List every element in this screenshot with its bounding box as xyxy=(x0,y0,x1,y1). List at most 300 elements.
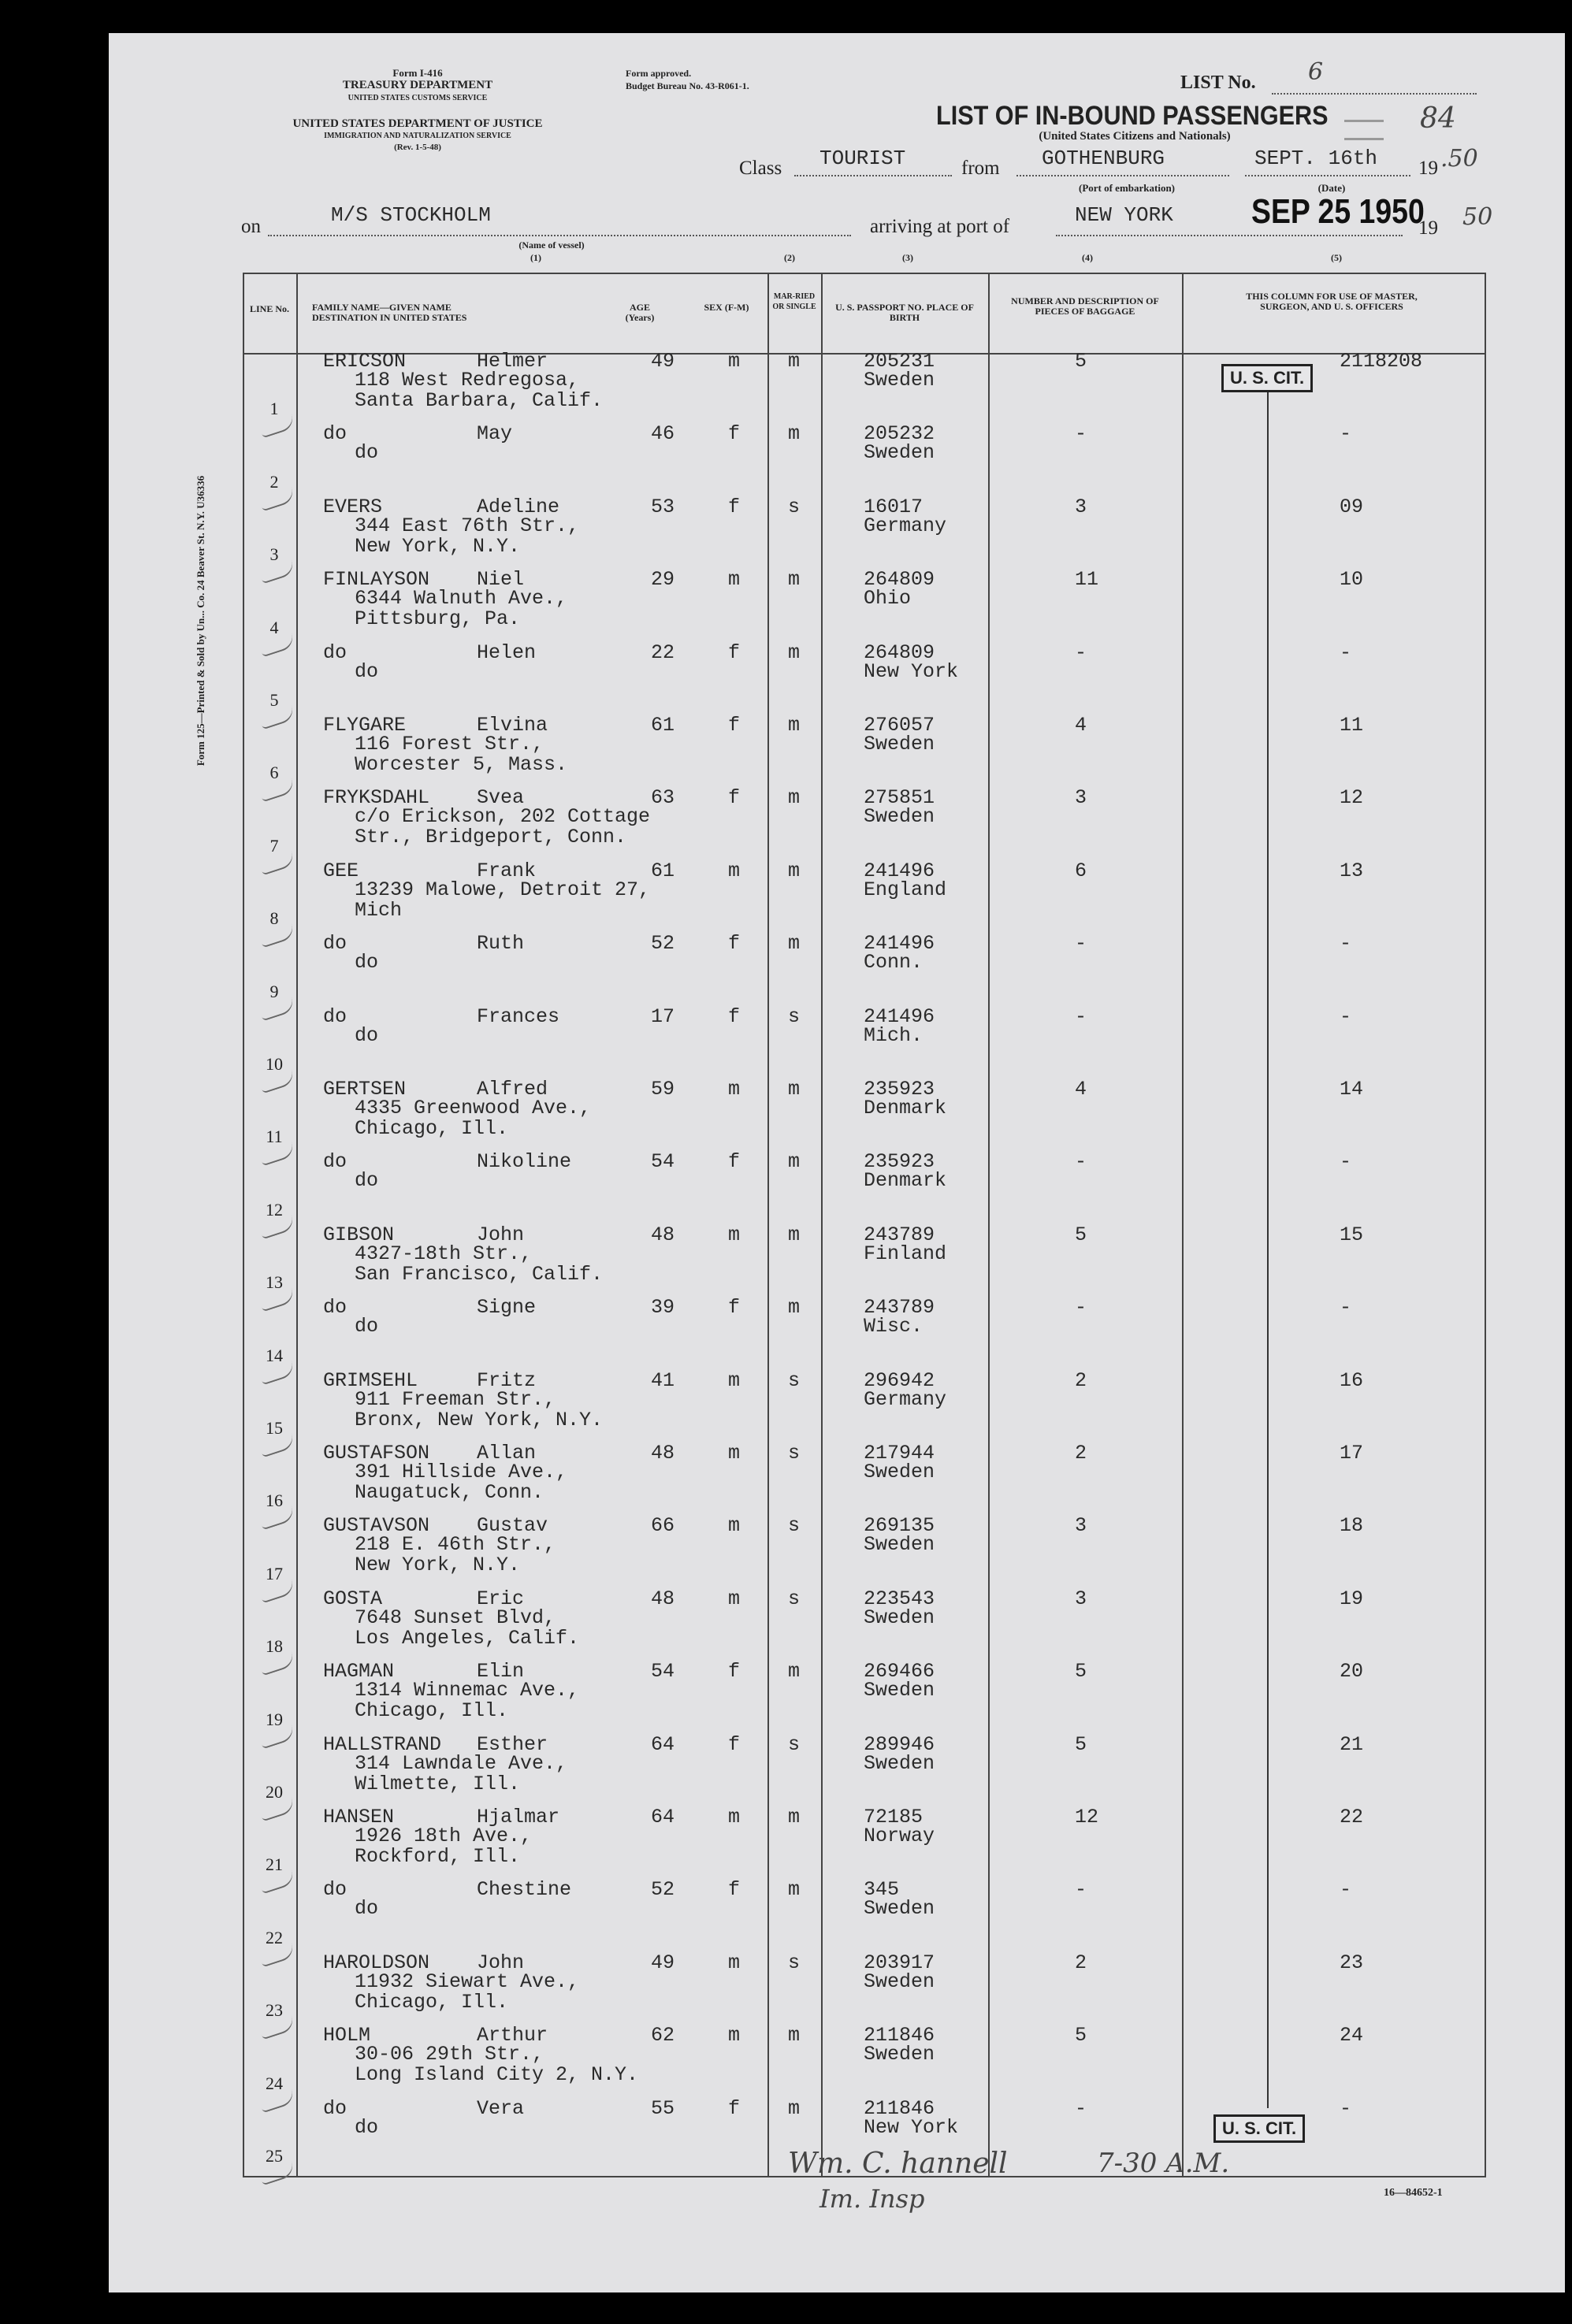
place-of-birth: Germany xyxy=(864,514,947,537)
age: 59 xyxy=(651,1078,675,1101)
place-of-birth: Sweden xyxy=(864,1897,935,1921)
place-of-birth: Sweden xyxy=(864,1461,935,1483)
place-of-birth: Sweden xyxy=(864,733,935,755)
marital-status: s xyxy=(788,1732,801,1756)
passport-no: 264809 xyxy=(864,568,935,592)
passenger-name: HAROLDSON John xyxy=(323,1951,525,1974)
destination-address: do xyxy=(355,2115,379,2139)
baggage-count: 2 xyxy=(1075,1442,1087,1465)
marital-status: s xyxy=(788,1951,801,1974)
line-number: 6 xyxy=(269,763,279,783)
age: 62 xyxy=(651,2024,675,2047)
destination-address: 118 West Redregosa, xyxy=(355,369,580,392)
place-of-birth: Wisc. xyxy=(864,1315,924,1338)
place-of-birth: England xyxy=(864,878,947,901)
passport-no: 217944 xyxy=(864,1442,935,1465)
line-number: 19 xyxy=(266,1709,283,1729)
place-of-birth: Sweden xyxy=(864,441,935,465)
destination-address: 30-06 29th Str., xyxy=(355,2043,544,2066)
form-approved: Form approved. xyxy=(626,68,692,79)
baggage-count: - xyxy=(1075,1296,1087,1320)
officer-note: 19 xyxy=(1340,1587,1364,1610)
officer-note: 20 xyxy=(1340,1660,1364,1684)
destination-address: Santa Barbara, Calif. xyxy=(355,389,604,412)
passport-no: 223543 xyxy=(864,1587,935,1610)
line-number: 11 xyxy=(266,1127,283,1147)
marital-status: m xyxy=(788,859,801,882)
col-head-age: AGE (Years) xyxy=(625,302,655,323)
age: 22 xyxy=(651,640,675,664)
age: 53 xyxy=(651,495,675,518)
officer-note: - xyxy=(1340,2096,1352,2120)
baggage-count: 11 xyxy=(1075,568,1099,592)
line-number: 22 xyxy=(266,1927,283,1947)
sex: m xyxy=(728,859,741,882)
destination-address: do xyxy=(355,951,379,975)
col-head-name: FAMILY NAME—GIVEN NAME DESTINATION IN UNITED STATES xyxy=(312,302,467,323)
officer-note: 18 xyxy=(1340,1514,1364,1538)
destination-address: 391 Hillside Ave., xyxy=(355,1461,568,1483)
destination-address: Naugatuck, Conn. xyxy=(355,1481,544,1504)
destination-address: Chicago, Ill. xyxy=(355,1117,509,1140)
margin-print: Form 125—Printed & Sold by Un... Co. 24 Beaver St. N.Y. U36336 xyxy=(195,475,206,767)
year-prefix: 19 xyxy=(1418,158,1438,179)
class-value: TOURIST xyxy=(819,147,906,170)
col-divider xyxy=(296,273,298,2177)
col-head-married: MAR-RIED OR SINGLE xyxy=(772,292,816,311)
line-number: 17 xyxy=(266,1563,283,1583)
destination-address: 1314 Winnemac Ave., xyxy=(355,1679,580,1702)
destination-address: do xyxy=(355,659,379,683)
line-number: 4 xyxy=(269,617,279,637)
arrival-year: 50 xyxy=(1462,203,1493,231)
passport-no: 345 xyxy=(864,1878,900,1902)
marital-status: m xyxy=(788,932,801,956)
officer-note: 22 xyxy=(1340,1806,1364,1828)
marital-status: m xyxy=(788,1223,801,1246)
passport-no: 72185 xyxy=(864,1806,924,1828)
destination-address: 7648 Sunset Blvd, xyxy=(355,1606,556,1629)
baggage-count: 5 xyxy=(1075,350,1087,373)
destination-address: do xyxy=(355,1315,379,1338)
place-of-birth: Denmark xyxy=(864,1097,947,1119)
vessel-name: M/S STOCKHOLM xyxy=(331,203,491,227)
line-number: 10 xyxy=(266,1054,283,1074)
place-of-birth: Sweden xyxy=(864,1606,935,1629)
destination-address: do xyxy=(355,441,379,465)
passenger-name: HOLM Arthur xyxy=(323,2024,548,2047)
baggage-count: - xyxy=(1075,422,1087,446)
officer-note: - xyxy=(1340,932,1352,956)
destination-address: 314 Lawndale Ave., xyxy=(355,1751,568,1775)
place-of-birth: Ohio xyxy=(864,587,912,611)
destination-address: Long Island City 2, N.Y. xyxy=(355,2063,639,2087)
destination-address: Los Angeles, Calif. xyxy=(355,1626,580,1650)
passport-no: 296942 xyxy=(864,1368,935,1392)
place-of-birth: Sweden xyxy=(864,1751,935,1775)
marital-status: s xyxy=(788,1514,801,1538)
passenger-name: GIBSON John xyxy=(323,1223,525,1246)
officer-note: 24 xyxy=(1340,2024,1364,2047)
page-title: LIST OF IN-BOUND PASSENGERS xyxy=(936,101,1329,131)
destination-address: 4327-18th Str., xyxy=(355,1242,533,1265)
destination-address: 116 Forest Str., xyxy=(355,733,544,755)
us-cit-stamp: U. S. CIT. xyxy=(1213,2114,1305,2143)
sex: f xyxy=(728,422,741,446)
passenger-name: HAGMAN Elin xyxy=(323,1660,525,1684)
treasury-dept: TREASURY DEPARTMENT xyxy=(342,79,493,91)
customs-service: UNITED STATES CUSTOMS SERVICE xyxy=(347,94,488,102)
sex: m xyxy=(728,1223,741,1246)
arrival-year-prefix: 19 xyxy=(1418,217,1438,239)
col-head-baggage: NUMBER AND DESCRIPTION OF PIECES OF BAGGAGE xyxy=(1011,295,1159,317)
destination-address: do xyxy=(355,1169,379,1193)
baggage-count: 3 xyxy=(1075,1587,1087,1610)
officer-pen-line xyxy=(1267,375,1269,2108)
officer-note: - xyxy=(1340,1296,1352,1320)
destination-address: Bronx, New York, N.Y. xyxy=(355,1408,604,1431)
depart-date: SEPT. 16th xyxy=(1254,147,1378,170)
passenger-name: GRIMSEHL Fritz xyxy=(323,1368,537,1392)
passenger-name: do May xyxy=(323,422,513,446)
baggage-count: 4 xyxy=(1075,1078,1087,1101)
date-note: (Date) xyxy=(1317,182,1346,194)
age: 61 xyxy=(651,859,675,882)
col-1-label: (1) xyxy=(530,252,541,263)
marital-status: m xyxy=(788,568,801,592)
arrival-date-stamp: SEP 25 1950 xyxy=(1251,192,1425,231)
officer-note: 23 xyxy=(1340,1951,1364,1974)
age: 54 xyxy=(651,1660,675,1684)
place-of-birth: Norway xyxy=(864,1825,935,1847)
col-5-label: (5) xyxy=(1331,252,1342,263)
destination-address: New York, N.Y. xyxy=(355,1554,521,1577)
passenger-name: GUSTAVSON Gustav xyxy=(323,1514,548,1538)
sex: m xyxy=(728,350,741,373)
sex: f xyxy=(728,1732,741,1756)
baggage-count: 3 xyxy=(1075,1514,1087,1538)
passport-no: 235923 xyxy=(864,1078,935,1101)
arrival-line xyxy=(1056,235,1403,236)
col-4-label: (4) xyxy=(1082,252,1093,263)
marital-status: m xyxy=(788,1296,801,1320)
col-2-label: (2) xyxy=(784,252,795,263)
justice-dept: UNITED STATES DEPARTMENT OF JUSTICE xyxy=(292,117,543,130)
col-divider xyxy=(988,273,990,2177)
list-no-line xyxy=(1272,93,1477,95)
marital-status: m xyxy=(788,350,801,373)
line-number: 21 xyxy=(266,1854,283,1875)
place-of-birth: Sweden xyxy=(864,1533,935,1557)
destination-address: Wilmette, Ill. xyxy=(355,1772,521,1795)
baggage-count: 5 xyxy=(1075,1660,1087,1684)
vessel-line xyxy=(268,235,851,236)
age: 64 xyxy=(651,1806,675,1828)
passport-no: 276057 xyxy=(864,714,935,737)
sex: f xyxy=(728,2096,741,2120)
from-value: GOTHENBURG xyxy=(1042,147,1165,170)
place-of-birth: Mich. xyxy=(864,1023,924,1047)
officer-note: 12 xyxy=(1340,786,1364,810)
passport-no: 241496 xyxy=(864,859,935,882)
passport-no: 205232 xyxy=(864,422,935,446)
baggage-count: 3 xyxy=(1075,786,1087,810)
baggage-count: - xyxy=(1075,1878,1087,1902)
passport-no: 205231 xyxy=(864,350,935,373)
place-of-birth: Sweden xyxy=(864,805,935,829)
officer-note: 15 xyxy=(1340,1223,1364,1246)
list-no-value: 6 xyxy=(1308,58,1324,86)
list-no-label: LIST No. xyxy=(1180,72,1256,93)
sex: m xyxy=(728,1951,741,1974)
line-number: 23 xyxy=(266,2000,283,2021)
sex: m xyxy=(728,1806,741,1828)
passport-no: 289946 xyxy=(864,1732,935,1756)
destination-address: Worcester 5, Mass. xyxy=(355,753,568,776)
passenger-name: ERICSON Helmer xyxy=(323,350,548,373)
officer-note: - xyxy=(1340,1878,1352,1902)
marital-status: s xyxy=(788,1368,801,1392)
place-of-birth: Sweden xyxy=(864,369,935,392)
officer-note: 13 xyxy=(1340,859,1364,882)
officer-note: 17 xyxy=(1340,1442,1364,1465)
age: 49 xyxy=(651,350,675,373)
sex: f xyxy=(728,1150,741,1174)
place-of-birth: Sweden xyxy=(864,1969,935,1993)
passenger-name: do Vera xyxy=(323,2096,525,2120)
from-line xyxy=(1016,175,1229,176)
destination-address: 11932 Siewart Ave., xyxy=(355,1969,580,1993)
vessel-note: (Name of vessel) xyxy=(518,239,585,251)
sex: f xyxy=(728,1296,741,1320)
passenger-name: FLYGARE Elvina xyxy=(323,714,548,737)
marital-status: s xyxy=(788,495,801,518)
place-of-birth: New York xyxy=(864,2115,959,2139)
line-number: 12 xyxy=(266,1199,283,1220)
marital-status: m xyxy=(788,1806,801,1828)
destination-address: Mich xyxy=(355,898,403,922)
age: 39 xyxy=(651,1296,675,1320)
destination-address: c/o Erickson, 202 Cottage xyxy=(355,805,651,829)
baggage-count: 5 xyxy=(1075,1223,1087,1246)
inspector-signature: Wm. C. hannell xyxy=(788,2148,1008,2180)
ins-service: IMMIGRATION AND NATURALIZATION SERVICE xyxy=(324,132,511,140)
destination-address: Rockford, Ill. xyxy=(355,1845,521,1868)
passport-no: 269466 xyxy=(864,1660,935,1684)
passenger-name: do Nikoline xyxy=(323,1150,572,1174)
sex: m xyxy=(728,1442,741,1465)
sex: f xyxy=(728,1004,741,1028)
inspector-title: Im. Insp xyxy=(819,2184,925,2214)
class-line xyxy=(794,175,952,176)
place-of-birth: Germany xyxy=(864,1387,947,1411)
marital-status: m xyxy=(788,2096,801,2120)
baggage-count: - xyxy=(1075,2096,1087,2120)
line-number: 3 xyxy=(269,544,279,565)
budget-bureau: Budget Bureau No. 43-R061-1. xyxy=(626,80,749,91)
officer-note: 21 xyxy=(1340,1732,1364,1756)
line-number: 16 xyxy=(266,1491,283,1511)
destination-address: do xyxy=(355,1023,379,1047)
passport-no: 211846 xyxy=(864,2096,935,2120)
officer-note: - xyxy=(1340,1150,1352,1174)
age: 48 xyxy=(651,1587,675,1610)
officer-note: 2118208 xyxy=(1340,350,1423,373)
marital-status: s xyxy=(788,1004,801,1028)
line-number: 18 xyxy=(266,1636,283,1657)
col-3-label: (3) xyxy=(902,252,913,263)
sex: m xyxy=(728,1078,741,1101)
passport-no: 241496 xyxy=(864,1004,935,1028)
destination-address: 13239 Malowe, Detroit 27, xyxy=(355,878,651,901)
passport-no: 269135 xyxy=(864,1514,935,1538)
sex: f xyxy=(728,786,741,810)
destination-address: Str., Bridgeport, Conn. xyxy=(355,826,627,849)
age: 52 xyxy=(651,932,675,956)
class-label: Class xyxy=(739,158,782,179)
line-number: 2 xyxy=(269,471,279,492)
destination-address: 6344 Walnuth Ave., xyxy=(355,587,568,611)
marital-status: m xyxy=(788,1660,801,1684)
passport-no: 235923 xyxy=(864,1150,935,1174)
marital-status: m xyxy=(788,2024,801,2047)
col-head-passport: U. S. PASSPORT NO. PLACE OF BIRTH xyxy=(835,302,974,323)
place-of-birth: New York xyxy=(864,659,959,683)
passenger-name: do Chestine xyxy=(323,1878,572,1902)
destination-address: Chicago, Ill. xyxy=(355,1699,509,1723)
on-label: on xyxy=(241,216,261,237)
officer-note: 16 xyxy=(1340,1368,1364,1392)
sex: f xyxy=(728,640,741,664)
sex: f xyxy=(728,1878,741,1902)
baggage-count: 6 xyxy=(1075,859,1087,882)
marital-status: m xyxy=(788,714,801,737)
passport-no: 243789 xyxy=(864,1296,935,1320)
age: 49 xyxy=(651,1951,675,1974)
footer-code: 16—84652-1 xyxy=(1384,2187,1443,2199)
line-number: 24 xyxy=(266,2073,283,2093)
officer-note: - xyxy=(1340,422,1352,446)
year-value: .50 xyxy=(1440,145,1478,173)
passenger-name: EVERS Adeline xyxy=(323,495,560,518)
age: 54 xyxy=(651,1150,675,1174)
line-number: 14 xyxy=(266,1345,283,1365)
baggage-count: 4 xyxy=(1075,714,1087,737)
passenger-name: do Ruth xyxy=(323,932,525,956)
officer-note: 10 xyxy=(1340,568,1364,592)
baggage-count: 12 xyxy=(1075,1806,1099,1828)
marital-status: s xyxy=(788,1442,801,1465)
destination-address: do xyxy=(355,1897,379,1921)
line-number: 15 xyxy=(266,1418,283,1438)
baggage-count: 5 xyxy=(1075,2024,1087,2047)
line-number: 5 xyxy=(269,690,279,710)
arriving-label: arriving at port of xyxy=(870,216,1010,237)
baggage-count: 2 xyxy=(1075,1951,1087,1974)
age: 66 xyxy=(651,1514,675,1538)
col-divider xyxy=(821,273,823,2177)
destination-address: 218 E. 46th Str., xyxy=(355,1533,556,1557)
passenger-name: GEE Frank xyxy=(323,859,537,882)
line-number: 13 xyxy=(266,1272,283,1293)
passenger-name: do Signe xyxy=(323,1296,537,1320)
passenger-name: FINLAYSON Niel xyxy=(323,568,525,592)
sex: f xyxy=(728,932,741,956)
line-number: 25 xyxy=(266,2146,283,2166)
passenger-name: do Helen xyxy=(323,640,537,664)
destination-address: 4335 Greenwood Ave., xyxy=(355,1097,592,1119)
passenger-name: HALLSTRAND Esther xyxy=(323,1732,548,1756)
age: 61 xyxy=(651,714,675,737)
passport-no: 275851 xyxy=(864,786,935,810)
col-divider xyxy=(767,273,769,2177)
destination-address: 1926 18th Ave., xyxy=(355,1825,533,1847)
passenger-name: GUSTAFSON Allan xyxy=(323,1442,537,1465)
page-subtitle: (United States Citizens and Nationals) xyxy=(1039,130,1231,143)
marital-status: s xyxy=(788,1587,801,1610)
age: 17 xyxy=(651,1004,675,1028)
col-head-sex: SEX (F-M) xyxy=(704,302,749,313)
revision: (Rev. 1-5-48) xyxy=(394,143,441,152)
col-head-line: LINE No. xyxy=(249,303,289,314)
officer-note: 11 xyxy=(1340,714,1364,737)
marital-status: m xyxy=(788,1150,801,1174)
us-cit-stamp: U. S. CIT. xyxy=(1221,364,1313,392)
passport-no: 241496 xyxy=(864,932,935,956)
sex: m xyxy=(728,1587,741,1610)
destination-address: New York, N.Y. xyxy=(355,534,521,558)
officer-note: - xyxy=(1340,1004,1352,1028)
line-number: 20 xyxy=(266,1782,283,1802)
place-of-birth: Sweden xyxy=(864,2043,935,2066)
sex: f xyxy=(728,495,741,518)
age: 52 xyxy=(651,1878,675,1902)
passport-no: 16017 xyxy=(864,495,924,518)
sex: m xyxy=(728,1368,741,1392)
officer-note: 14 xyxy=(1340,1078,1364,1101)
baggage-count: - xyxy=(1075,932,1087,956)
baggage-count: 5 xyxy=(1075,1732,1087,1756)
port-embark-note: (Port of embarkation) xyxy=(1078,182,1176,194)
sex: m xyxy=(728,568,741,592)
baggage-count: - xyxy=(1075,640,1087,664)
col-head-officers: THIS COLUMN FOR USE OF MASTER, SURGEON, AND U. S. OFFICERS xyxy=(1246,291,1418,312)
page-number: 84 xyxy=(1420,102,1456,135)
marital-status: m xyxy=(788,640,801,664)
sex: f xyxy=(728,714,741,737)
inspection-time: 7-30 A.M. xyxy=(1097,2148,1230,2179)
baggage-count: - xyxy=(1075,1150,1087,1174)
destination-address: San Francisco, Calif. xyxy=(355,1262,604,1286)
line-number: 8 xyxy=(269,908,279,929)
baggage-count: 2 xyxy=(1075,1368,1087,1392)
passport-no: 264809 xyxy=(864,640,935,664)
arrival-port: NEW YORK xyxy=(1075,203,1173,227)
baggage-count: 3 xyxy=(1075,495,1087,518)
sex: f xyxy=(728,1660,741,1684)
from-label: from xyxy=(961,158,1000,179)
baggage-count: - xyxy=(1075,1004,1087,1028)
place-of-birth: Sweden xyxy=(864,1679,935,1702)
destination-address: 344 East 76th Str., xyxy=(355,514,580,537)
passenger-name: do Frances xyxy=(323,1004,560,1028)
officer-note: - xyxy=(1340,640,1352,664)
marital-status: m xyxy=(788,422,801,446)
age: 63 xyxy=(651,786,675,810)
col-divider xyxy=(1182,273,1184,2177)
officer-note: 09 xyxy=(1340,495,1364,518)
line-number: 7 xyxy=(269,835,279,856)
